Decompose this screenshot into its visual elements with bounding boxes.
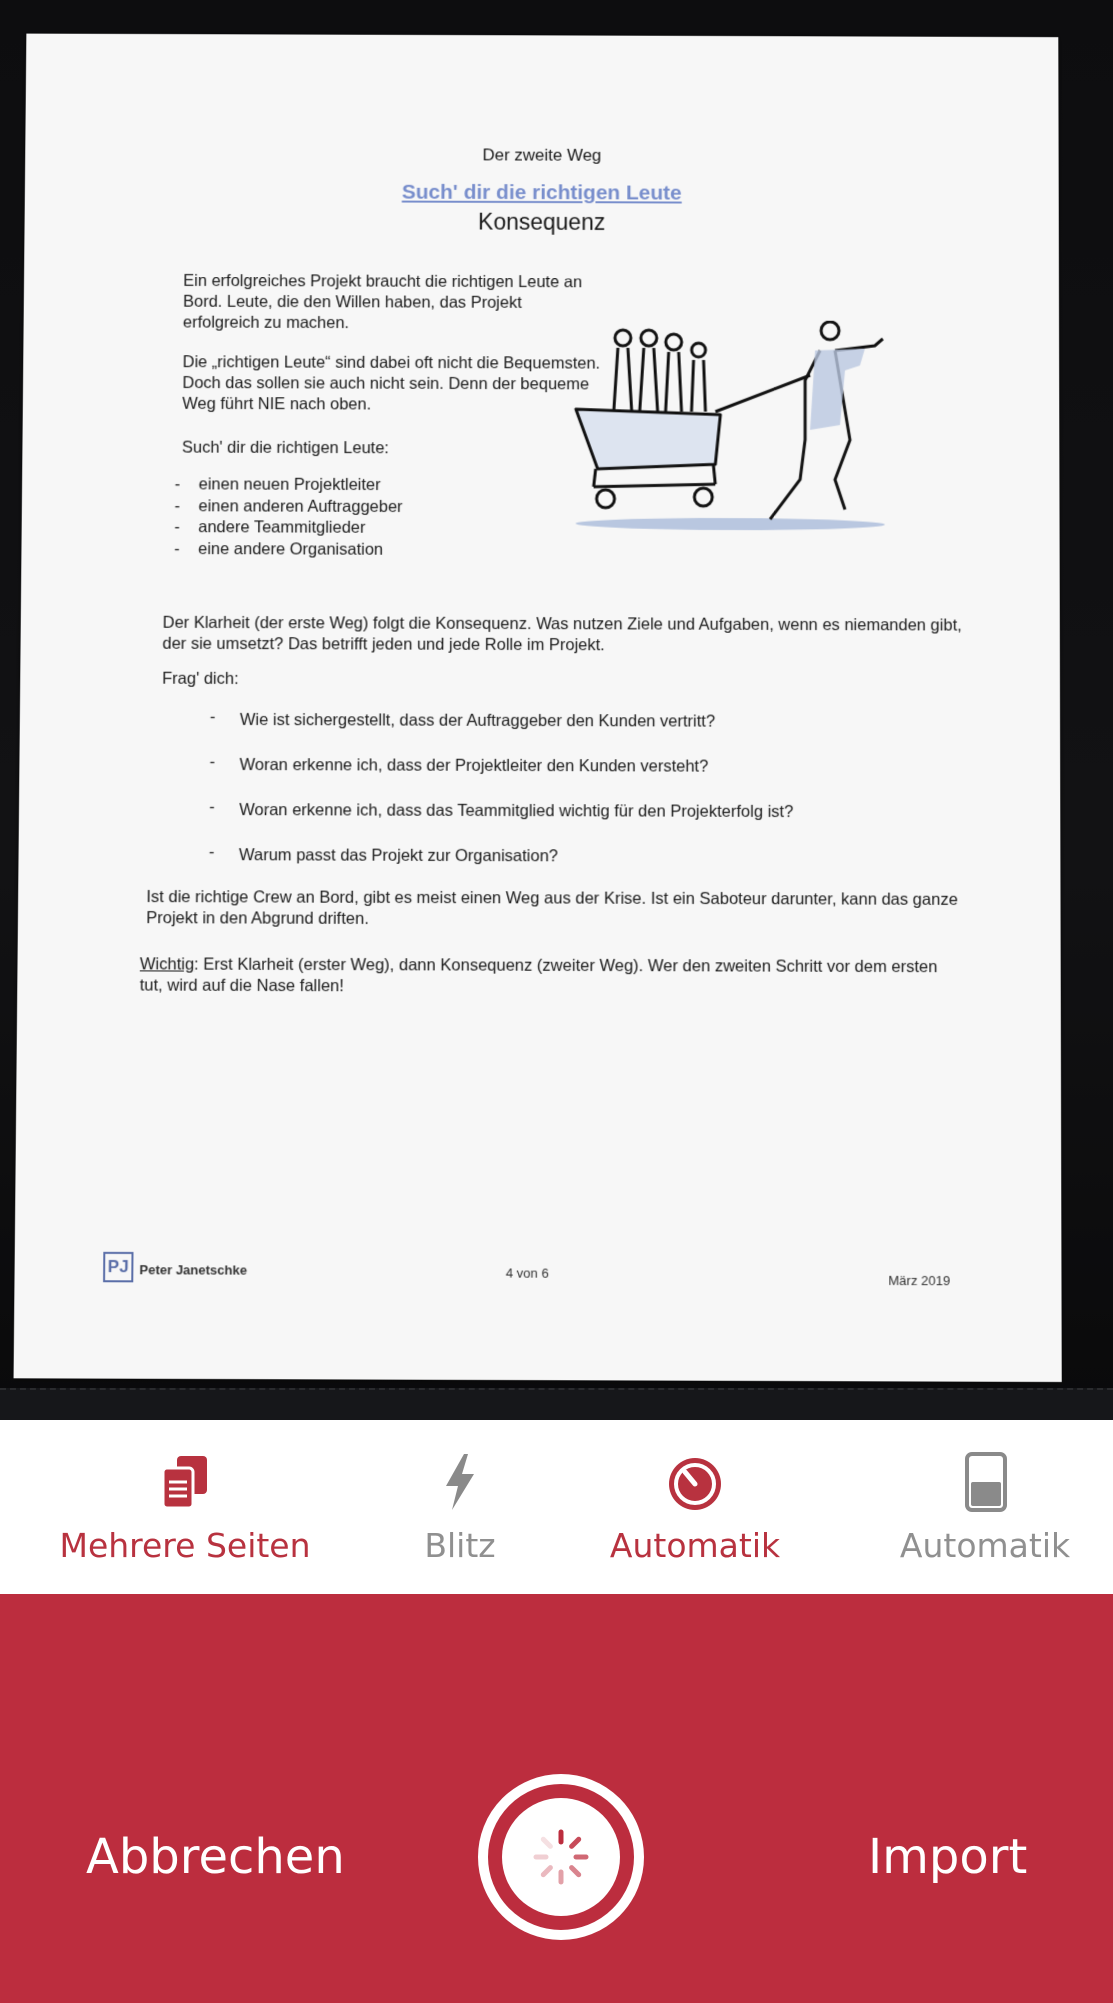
question-heading: Frag' dich: xyxy=(162,669,239,688)
cart-illustration xyxy=(566,320,885,545)
multi-page-label: Mehrere Seiten xyxy=(59,1526,311,1565)
import-button[interactable]: Import xyxy=(868,1829,1028,1885)
consequence-paragraph: Der Klarheit (der erste Weg) folgt die Konsequenz. Was nutzen Ziele und Aufgaben, wenn es niemanden gibt, der sie umsetzt? Das betrifft jeden und jede Rolle im Projekt. xyxy=(162,613,962,655)
question-list xyxy=(209,709,971,892)
shutter-button[interactable] xyxy=(478,1774,644,1940)
author-logo: PJ xyxy=(103,1252,133,1282)
scan-options-toolbar xyxy=(0,1420,1113,1594)
footer-page-number: 4 von 6 xyxy=(505,1265,549,1281)
capture-mode-toggle[interactable] xyxy=(585,1420,805,1594)
multi-page-toggle[interactable] xyxy=(30,1420,340,1594)
footer-date: März 2019 xyxy=(888,1272,951,1289)
question-item: - Wie ist sichergestellt, dass der Auftraggeber den Kunden vertritt? xyxy=(210,709,970,757)
intro-paragraph: Ein erfolgreiches Projekt braucht die richtigen Leute an Bord. Leute, die den Willen haben, das Projekt erfolgreich zu machen. xyxy=(182,272,583,333)
list-item: - andere Teammitglieder xyxy=(174,517,593,540)
crop-mode-label: Automatik xyxy=(899,1526,1071,1565)
document-subtitle: Konsequenz xyxy=(478,208,606,235)
question-item: - Woran erkenne ich, dass das Teammitglied wichtig für den Projekterfolg ist? xyxy=(209,799,970,847)
crop-frame-icon xyxy=(955,1452,1015,1512)
question-item: - Woran erkenne ich, dass der Projektleiter den Kunden versteht? xyxy=(209,754,970,802)
crew-paragraph: Ist die richtige Crew an Bord, gibt es meist einen Weg aus der Krise. Ist ein Saboteur darunter, kann das ganze Projekt in den Abgrund driften. xyxy=(146,887,958,928)
capture-mode-label: Automatik xyxy=(609,1526,781,1565)
spinner-icon xyxy=(530,1826,592,1888)
important-paragraph xyxy=(140,954,963,999)
document-title: Such' dir die richtigen Leute xyxy=(401,180,682,205)
important-text: : Erst Klarheit (erster Weg), dann Konsequenz (zweiter Weg). Wer den zweiten Schritt vor dem ersten tut, wird auf die Nase fallen! xyxy=(139,955,938,996)
timer-icon xyxy=(665,1452,725,1512)
bottom-action-bar xyxy=(0,1594,1113,2003)
crop-mode-toggle[interactable] xyxy=(880,1420,1090,1594)
cancel-button[interactable]: Abbrechen xyxy=(86,1829,345,1885)
table-edge xyxy=(0,1388,1113,1420)
shutter-inner xyxy=(502,1798,620,1916)
scanned-document xyxy=(14,34,1062,1382)
footer-author: Peter Janetschke xyxy=(139,1262,248,1278)
document-kicker: Der zweite Weg xyxy=(482,145,602,165)
flash-icon xyxy=(430,1452,490,1512)
question-item: - Warum passt das Projekt zur Organisation? xyxy=(209,844,971,892)
flash-toggle[interactable] xyxy=(380,1420,540,1594)
second-paragraph: Die „richtigen Leute“ sind dabei oft nicht die Bequemsten. Doch das sollen sie auch nicht sein. Denn der bequeme Weg führt NIE nach oben. xyxy=(182,353,601,414)
people-list xyxy=(174,474,594,561)
important-label: Wichtig xyxy=(139,955,195,974)
list-item: - einen neuen Projektleiter xyxy=(175,474,594,497)
flash-label: Blitz xyxy=(424,1526,496,1565)
list-heading: Such' dir die richtigen Leute: xyxy=(181,438,390,458)
pages-icon xyxy=(155,1452,215,1512)
list-item: - einen anderen Auftraggeber xyxy=(174,496,593,519)
list-item: - eine andere Organisation xyxy=(174,539,593,562)
